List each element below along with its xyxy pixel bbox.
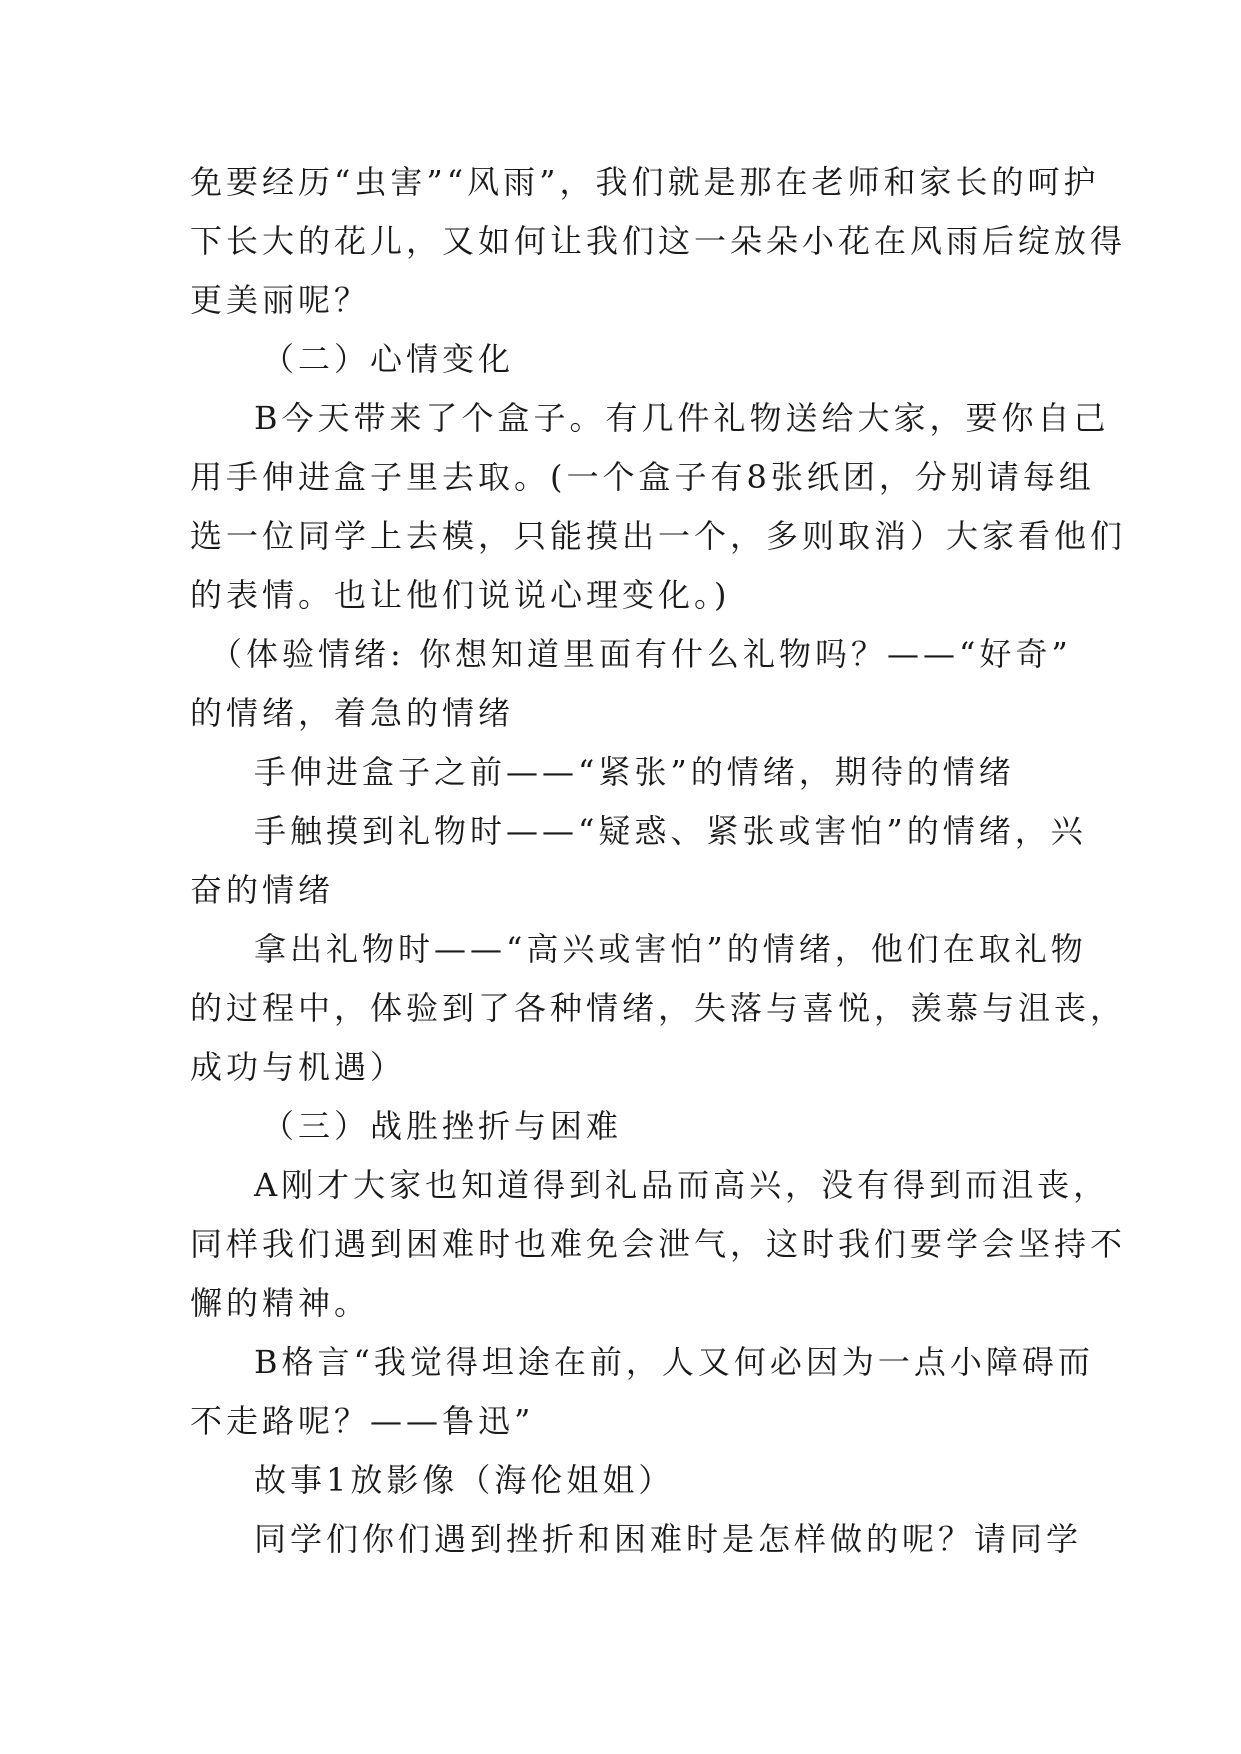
text-line: 更美丽呢？ (190, 281, 371, 319)
text-line: 同样我们遇到困难时也难免会泄气，这时我们要学会坚持不 (190, 1225, 1127, 1263)
text-line: 的情绪，着急的情绪 (190, 694, 515, 732)
text-line: 同学们你们遇到挫折和困难时是怎样做的呢？请同学 (254, 1520, 1083, 1558)
text-line: （体验情绪: 你想知道里面有什么礼物吗？——“好奇” (210, 635, 1072, 673)
text-line: 成功与机遇） (190, 1048, 407, 1086)
text-line: B格言“我觉得坦途在前，人又何必因为一点小障碍而 (254, 1343, 1094, 1381)
text-line: 下长大的花儿，又如何让我们这一朵朵小花在风雨后绽放得 (190, 222, 1127, 260)
text-line: 奋的情绪 (190, 871, 335, 909)
text-line: 故事1放影像（海伦姐姐） (254, 1461, 675, 1499)
text-line: 选一位同学上去模，只能摸出一个，多则取消）大家看他们 (190, 517, 1127, 555)
text-line: 免要经历“虫害”“风雨”，我们就是那在老师和家长的呵护 (190, 163, 1100, 201)
text-line: 拿出礼物时——“高兴或害怕”的情绪，他们在取礼物 (254, 930, 1087, 968)
text-line: 懈的精神。 (190, 1284, 371, 1322)
text-line: A刚才大家也知道得到礼品而高兴，没有得到而沮丧， (254, 1166, 1110, 1204)
text-line: 不走路呢？——鲁迅” (190, 1402, 535, 1440)
section-heading: （二）心情变化 (262, 340, 515, 378)
text-line: 手伸进盒子之前——“紧张”的情绪，期待的情绪 (254, 753, 1015, 791)
text-line: 手触摸到礼物时——“疑惑、紧张或害怕”的情绪，兴 (254, 812, 1087, 850)
text-line: 用手伸进盒子里去取。(一个盒子有8张纸团，分别请每组 (190, 458, 1095, 496)
section-heading: （三）战胜挫折与困难 (262, 1107, 623, 1145)
text-line: 的表情。也让他们说说心理变化。) (190, 576, 731, 614)
text-line: 的过程中，体验到了各种情绪，失落与喜悦，羡慕与沮丧， (190, 989, 1127, 1027)
document-body (190, 153, 1127, 1569)
text-line: B今天带来了个盒子。有几件礼物送给大家，要你自己 (254, 399, 1110, 437)
